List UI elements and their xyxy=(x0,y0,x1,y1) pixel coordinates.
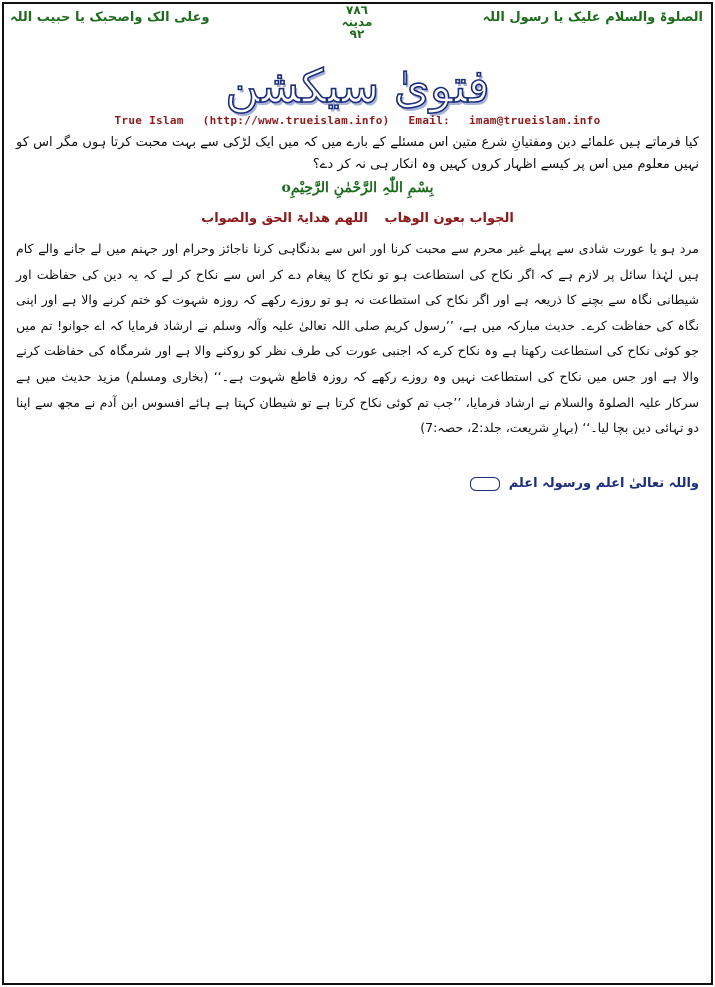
email-link[interactable]: imam@trueislam.info xyxy=(468,114,601,127)
header-number-block xyxy=(327,4,387,40)
question-text: کیا فرماتے ہیں علمائے دین ومفتیانِ شرع متین اس مسئلے کے بارے میں کہ میں ایک لڑکی سے بہت محبت کرتا ہوں مگر اس کو نہیں معلوم میں اس پر کیسے اظہار کروں کہیں وہ انکار ہی نہ کر دے؟ xyxy=(16,135,699,172)
number-bottom: ۹۲ xyxy=(349,27,365,41)
answer-text: مرد ہو یا عورت شادی سے پہلے غیر محرم سے محبت کرنا اور اس سے بدنگاہی کرنا ناجائز وحرام اور جہنم میں لے جانے والے کام ہیں لہٰذا سائل پر لازم ہے کہ اگر نکاح کی استطاعت ہو تو نکاح کا پیغام دے کر اس سے نکاح کر لے کہ یہ دین کی حفاظت اور شیطانی نگاہ سے بچنے کا ذریعہ ہے اور اگر نکاح کی استطاعت نہ ہو تو روزے رکھے کہ روزہ شہوت کو ختم کرنے والا ہے اور اپنی نگاہ کی حفاظت کرے۔ حدیث مبارکہ میں ہے، ’’رسول کریم صلی اللہ تعالیٰ علیہ وآلہ وسلم نے ارشاد فرمایا کہ اے جوانو! تم میں جو کوئی نکاح کی استطاعت رکھتا ہے وہ نکاح کرے کہ اجنبی عورت کی طرف نظر کو روکنے والا ہے اور شرمگاہ کی حفاظت کرنے والا ہے اور جس میں نکاح کی استطاعت نہیں وہ روزے رکھے کہ روزہ قاطع شہوت ہے۔‘‘ (بخاری ومسلم) مزید حدیث میں ہے سرکار علیہ الصلوۃ والسلام نے ارشاد فرمایا، ’’جب تم کوئی نکاح کرتا ہے تو شیطان کہتا ہے ہائے افسوس ابن آدم نے مجھ سے اپنا دو تہائی دین بچا لیا۔‘‘ (بہارِ شریعت، جلد:2، حصہ:7) xyxy=(16,241,699,436)
answer-heading xyxy=(0,211,715,226)
honorific-seal-icon xyxy=(470,477,500,491)
answer-heading-part2: اللھم ھدایۃ الحق والصواب xyxy=(201,211,368,226)
bismillah: بِسْمِ اللّٰہِ الرَّحْمٰنِ الرَّحِیْمِo xyxy=(281,180,434,196)
number-top: ۷۸٦ xyxy=(346,3,368,17)
page-title: فتویٰ سیکشن xyxy=(225,59,490,113)
site-name: True Islam xyxy=(114,114,184,127)
answer-heading-part1: الجواب بعون الوھاب xyxy=(384,211,514,226)
number-middle: مدینہ xyxy=(341,15,373,29)
header-salutation-right: الصلوۃ والسلام علیک یا رسول اللہ xyxy=(482,10,703,25)
email-label: Email: xyxy=(408,114,451,127)
closing-text: واللہ تعالیٰ اعلم ورسولہ اعلم xyxy=(508,476,699,491)
closing-line xyxy=(470,476,699,491)
contact-line xyxy=(0,114,715,127)
site-url-link[interactable]: (http://www.trueislam.info) xyxy=(202,114,390,127)
header-salutation-left: وعلی الک واصحبک یا حبیب اللہ xyxy=(10,10,210,25)
